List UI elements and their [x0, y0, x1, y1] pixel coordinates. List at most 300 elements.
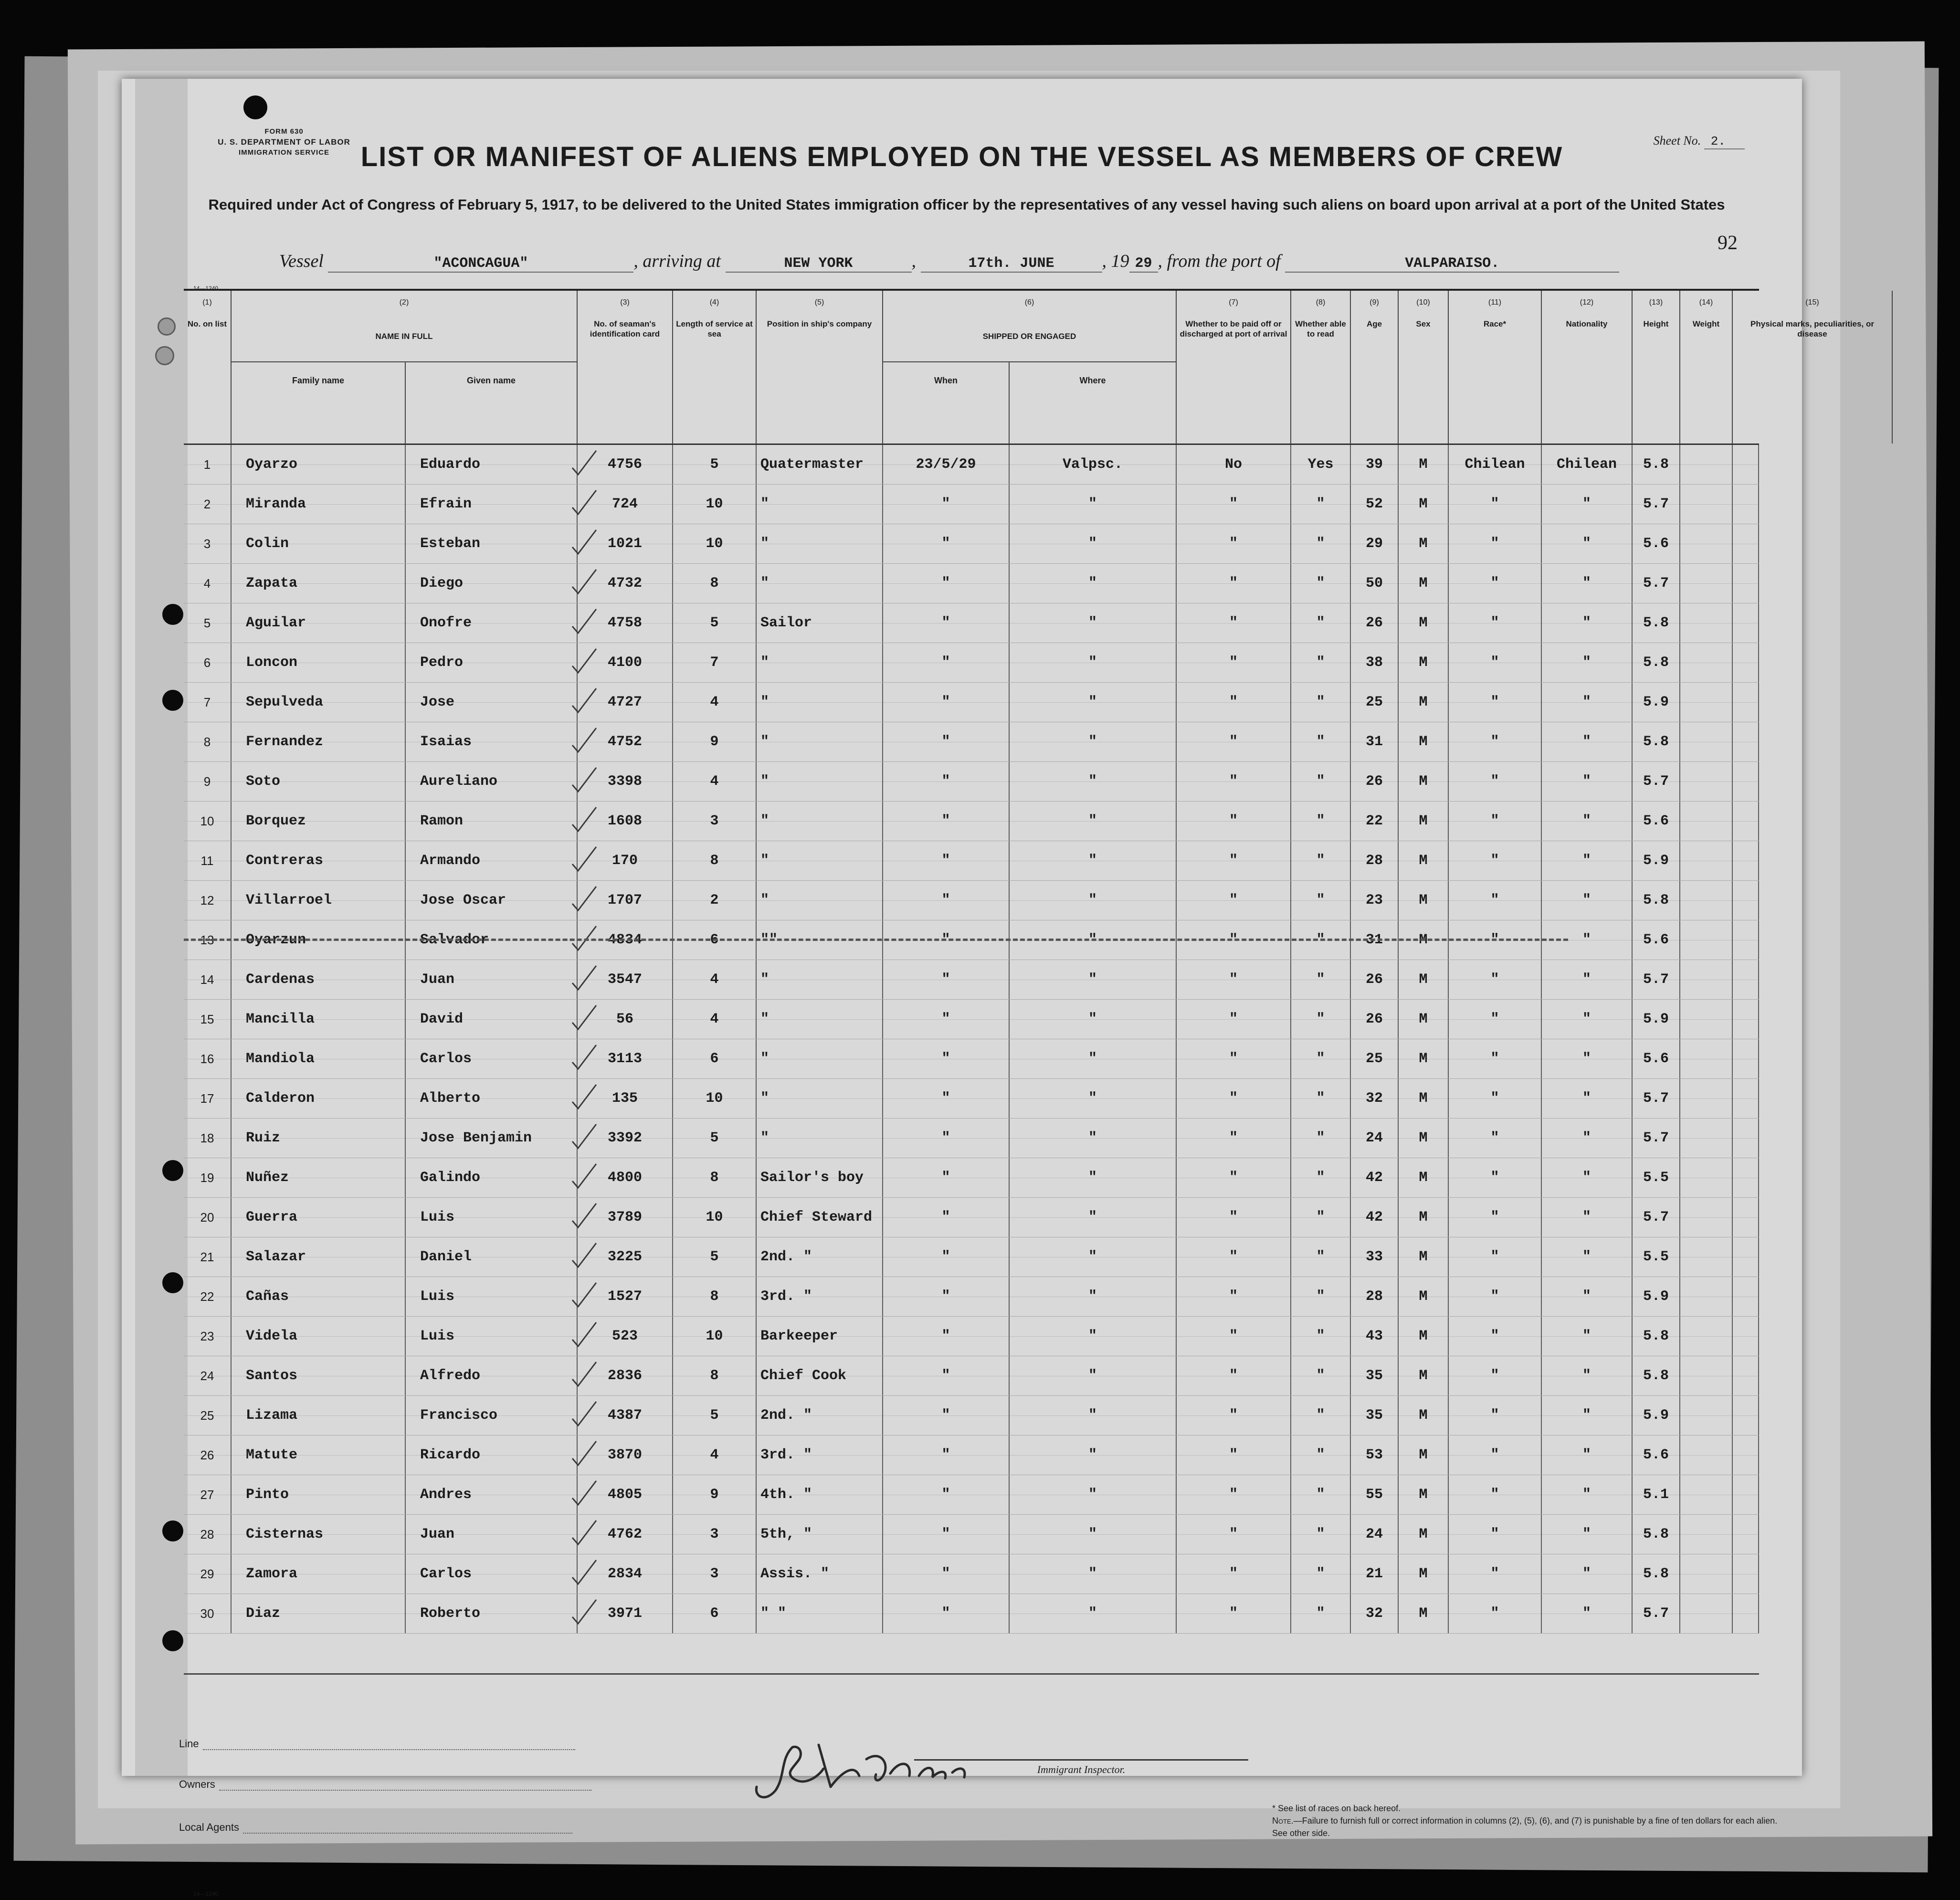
cell-when: " [883, 485, 1010, 524]
column-number: (11) [1488, 298, 1502, 306]
table-row [184, 1000, 1759, 1039]
cell-family: Mancilla [232, 1000, 406, 1039]
cell-paid: " [1177, 960, 1291, 999]
crew-manifest-table [184, 289, 1874, 1634]
cell-race: " [1449, 1039, 1542, 1078]
cell-given: Ricardo [406, 1436, 578, 1475]
cell-sex: M [1399, 485, 1449, 524]
cell-marks [1733, 920, 1759, 960]
manifest-sheet [122, 79, 1874, 1897]
cell-no: 4 [184, 564, 232, 603]
cell-sex: M [1399, 1317, 1449, 1356]
cell-age: 55 [1351, 1475, 1399, 1514]
cell-card: 724 [578, 485, 673, 524]
cell-marks [1733, 1000, 1759, 1039]
cell-paid: " [1177, 1436, 1291, 1475]
table-row [184, 722, 1759, 762]
binder-hole [243, 95, 267, 119]
cell-read: " [1291, 841, 1351, 880]
cell-position: 5th, " [757, 1515, 883, 1554]
cell-race: " [1449, 1000, 1542, 1039]
tick-mark [570, 687, 598, 715]
line-field [179, 1738, 575, 1750]
cell-age: 35 [1351, 1356, 1399, 1395]
column-number: (1) [202, 298, 212, 306]
cell-age: 25 [1351, 683, 1399, 722]
cell-when: " [883, 1356, 1010, 1395]
cell-no: 25 [184, 1396, 232, 1435]
cell-where: " [1010, 1198, 1177, 1237]
cell-nationality: " [1542, 1277, 1633, 1316]
table-row [184, 1158, 1759, 1198]
cell-position: " [757, 524, 883, 563]
cell-when: " [883, 802, 1010, 841]
cell-weight [1680, 1396, 1733, 1435]
column-header-4 [673, 291, 757, 443]
cell-card: 170 [578, 841, 673, 880]
cell-position: 3rd. " [757, 1277, 883, 1316]
cell-age: 24 [1351, 1119, 1399, 1158]
cell-where: " [1010, 1119, 1177, 1158]
table-row [184, 1119, 1759, 1158]
cell-age: 23 [1351, 881, 1399, 920]
cell-card: 135 [578, 1079, 673, 1118]
cell-position: Chief Steward [757, 1198, 883, 1237]
cell-weight [1680, 603, 1733, 643]
cell-service: 8 [673, 564, 757, 603]
table-row [184, 920, 1759, 960]
cell-given: Luis [406, 1277, 578, 1316]
cell-paid: " [1177, 1515, 1291, 1554]
cell-read: " [1291, 1277, 1351, 1316]
column-label: Height [1643, 319, 1669, 328]
vessel-line: Vessel "ACONCAGUA" , arriving at NEW YORK , 17th. JUNE , 19 29 , from the port of VALPARAISO. [279, 251, 1619, 273]
cell-nationality: " [1542, 1515, 1633, 1554]
cell-family: Videla [232, 1317, 406, 1356]
cell-position: " [757, 1000, 883, 1039]
cell-where: Valpsc. [1010, 445, 1177, 484]
cell-race: " [1449, 1356, 1542, 1395]
cell-age: 28 [1351, 841, 1399, 880]
cell-weight [1680, 1237, 1733, 1277]
cell-when: " [883, 1158, 1010, 1197]
cell-paid: " [1177, 485, 1291, 524]
cell-age: 29 [1351, 524, 1399, 563]
tick-mark [570, 846, 598, 874]
cell-height: 5.8 [1633, 722, 1680, 761]
cell-card: 3789 [578, 1198, 673, 1237]
cell-paid: " [1177, 1119, 1291, 1158]
cell-position: 2nd. " [757, 1396, 883, 1435]
cell-height: 5.8 [1633, 1356, 1680, 1395]
cell-where: " [1010, 960, 1177, 999]
cell-height: 5.5 [1633, 1158, 1680, 1197]
cell-family: Contreras [232, 841, 406, 880]
cell-race: " [1449, 722, 1542, 761]
cell-card: 4732 [578, 564, 673, 603]
column-label: Whether to be paid off or discharged at port of arrival [1180, 319, 1287, 338]
cell-read: " [1291, 1198, 1351, 1237]
table-row [184, 1198, 1759, 1237]
cell-given: Luis [406, 1317, 578, 1356]
cell-card: 4727 [578, 683, 673, 722]
cell-no: 13 [184, 920, 232, 960]
immigrant-inspector-block [914, 1759, 1248, 1776]
binder-hole [162, 604, 183, 625]
cell-marks [1733, 485, 1759, 524]
cell-sex: M [1399, 1079, 1449, 1118]
cell-card: 4752 [578, 722, 673, 761]
line-label: Line [179, 1738, 199, 1750]
cell-given: Roberto [406, 1594, 578, 1633]
cell-read: " [1291, 485, 1351, 524]
agents-field [179, 1821, 572, 1834]
cell-marks [1733, 1396, 1759, 1435]
cell-race: " [1449, 1237, 1542, 1277]
cell-no: 18 [184, 1119, 232, 1158]
cell-marks [1733, 1119, 1759, 1158]
table-row [184, 524, 1759, 564]
vessel-name: "ACONCAGUA" [328, 255, 633, 273]
cell-where: " [1010, 1594, 1177, 1633]
cell-sex: M [1399, 881, 1449, 920]
cell-weight [1680, 1039, 1733, 1078]
cell-when: " [883, 643, 1010, 682]
cell-no: 27 [184, 1475, 232, 1514]
cell-no: 30 [184, 1594, 232, 1633]
table-row [184, 1436, 1759, 1475]
cell-no: 2 [184, 485, 232, 524]
cell-when: " [883, 1079, 1010, 1118]
column-label: Age [1366, 319, 1382, 328]
note-text: —Failure to furnish full or correct information in columns (2), (5), (6), and (7) is punishable by a fine of ten dollars for each alien. See other side. [1272, 1816, 1778, 1838]
cell-read: " [1291, 1079, 1351, 1118]
cell-sex: M [1399, 603, 1449, 643]
cell-card: 2834 [578, 1554, 673, 1594]
cell-given: Jose Benjamin [406, 1119, 578, 1158]
cell-service: 8 [673, 841, 757, 880]
column-number: (13) [1649, 298, 1663, 306]
cell-given: Alfredo [406, 1356, 578, 1395]
agents-blank [243, 1833, 572, 1834]
cell-position: " [757, 960, 883, 999]
cell-sex: M [1399, 1000, 1449, 1039]
column-label: No. on list [187, 319, 227, 328]
cell-height: 5.7 [1633, 1119, 1680, 1158]
cell-age: 32 [1351, 1594, 1399, 1633]
departure-port: VALPARAISO. [1285, 255, 1619, 273]
cell-marks [1733, 603, 1759, 643]
cell-when: " [883, 960, 1010, 999]
arriving-label: , arriving at [633, 251, 721, 271]
cell-age: 32 [1351, 1079, 1399, 1118]
tick-mark [570, 886, 598, 913]
table-row [184, 1039, 1759, 1079]
cell-height: 5.6 [1633, 802, 1680, 841]
cell-height: 5.8 [1633, 643, 1680, 682]
year-prefix: , 19 [1102, 251, 1129, 271]
cell-read: " [1291, 960, 1351, 999]
cell-sex: M [1399, 1277, 1449, 1316]
cell-read: " [1291, 1436, 1351, 1475]
cell-family: Cardenas [232, 960, 406, 999]
cell-race: " [1449, 485, 1542, 524]
cell-when: " [883, 1396, 1010, 1435]
footer-notes [1272, 1802, 1788, 1839]
tick-mark [570, 1559, 598, 1587]
cell-family: Salazar [232, 1237, 406, 1277]
cell-where: " [1010, 762, 1177, 801]
tick-mark [570, 608, 598, 636]
cell-race: " [1449, 1158, 1542, 1197]
cell-no: 22 [184, 1277, 232, 1316]
cell-service: 8 [673, 1158, 757, 1197]
cell-race: " [1449, 1475, 1542, 1514]
cell-position: " " [757, 1594, 883, 1633]
cell-family: Borquez [232, 802, 406, 841]
page-number: 92 [1718, 232, 1738, 254]
cell-family: Ruiz [232, 1119, 406, 1158]
cell-sex: M [1399, 722, 1449, 761]
cell-no: 11 [184, 841, 232, 880]
cell-nationality: " [1542, 1039, 1633, 1078]
cell-nationality: " [1542, 841, 1633, 880]
cell-sex: M [1399, 1554, 1449, 1594]
cell-age: 22 [1351, 802, 1399, 841]
cell-read: " [1291, 1039, 1351, 1078]
table-row [184, 1594, 1759, 1634]
cell-card: 1021 [578, 524, 673, 563]
cell-read: " [1291, 1554, 1351, 1594]
cell-paid: " [1177, 1475, 1291, 1514]
cell-card: 1527 [578, 1277, 673, 1316]
table-row [184, 960, 1759, 1000]
cell-paid: " [1177, 1039, 1291, 1078]
cell-position: " [757, 841, 883, 880]
cell-where: " [1010, 683, 1177, 722]
cell-nationality: " [1542, 881, 1633, 920]
table-row [184, 1356, 1759, 1396]
owners-label: Owners [179, 1778, 215, 1790]
cell-service: 3 [673, 1554, 757, 1594]
cell-family: Oyarzun [232, 920, 406, 960]
cell-family: Zamora [232, 1554, 406, 1594]
cell-service: 3 [673, 1515, 757, 1554]
cell-family: Zapata [232, 564, 406, 603]
cell-height: 5.7 [1633, 960, 1680, 999]
cell-no: 28 [184, 1515, 232, 1554]
form-code: 14—1240 [193, 285, 219, 292]
cell-where: " [1010, 1515, 1177, 1554]
cell-service: 10 [673, 1198, 757, 1237]
cell-height: 5.5 [1633, 1237, 1680, 1277]
cell-when: " [883, 1119, 1010, 1158]
cell-given: Luis [406, 1198, 578, 1237]
cell-card: 4834 [578, 920, 673, 960]
arrival-port: NEW YORK [726, 255, 912, 273]
cell-height: 5.8 [1633, 881, 1680, 920]
cell-weight [1680, 1594, 1733, 1633]
cell-given: Galindo [406, 1158, 578, 1197]
cell-no: 14 [184, 960, 232, 999]
cell-nationality: " [1542, 1475, 1633, 1514]
column-number: (3) [620, 298, 630, 306]
cell-no: 15 [184, 1000, 232, 1039]
cell-paid: " [1177, 722, 1291, 761]
column-label: No. of seaman's identification card [590, 319, 660, 338]
cell-sex: M [1399, 683, 1449, 722]
inspector-caption: Immigrant Inspector. [1037, 1763, 1126, 1775]
cell-paid: " [1177, 1317, 1291, 1356]
cell-nationality: " [1542, 1594, 1633, 1633]
column-label: Position in ship's company [767, 319, 872, 328]
tick-mark [570, 648, 598, 676]
cell-nationality: " [1542, 1554, 1633, 1594]
cell-nationality: " [1542, 683, 1633, 722]
cell-marks [1733, 1277, 1759, 1316]
tick-mark [570, 1282, 598, 1309]
cell-race: " [1449, 1515, 1542, 1554]
cell-age: 26 [1351, 762, 1399, 801]
cell-read: " [1291, 643, 1351, 682]
cell-where: " [1010, 643, 1177, 682]
cell-no: 9 [184, 762, 232, 801]
binder-hole [162, 1272, 183, 1293]
cell-sex: M [1399, 1594, 1449, 1633]
cell-given: Carlos [406, 1039, 578, 1078]
cell-height: 5.7 [1633, 485, 1680, 524]
cell-when: " [883, 683, 1010, 722]
cell-read: " [1291, 1515, 1351, 1554]
cell-sex: M [1399, 1436, 1449, 1475]
column-number: (12) [1580, 298, 1594, 306]
cell-nationality: " [1542, 1158, 1633, 1197]
cell-given: David [406, 1000, 578, 1039]
column-label: SHIPPED OR ENGAGED [982, 332, 1076, 341]
tick-mark [570, 489, 598, 517]
table-header [184, 289, 1874, 445]
cell-given: Jose Oscar [406, 881, 578, 920]
column-label: Physical marks, peculiarities, or disease [1750, 319, 1874, 338]
cell-when: " [883, 1436, 1010, 1475]
cell-marks [1733, 1158, 1759, 1197]
document-subtitle: Required under Act of Congress of February 5, 1917, to be delivered to the United States immigration officer by the representatives of any vessel having such aliens on board upon arrival at a port of the United States [208, 196, 1725, 213]
cell-when: " [883, 1594, 1010, 1633]
table-row [184, 1317, 1759, 1356]
column-header-8 [1291, 291, 1351, 443]
tick-mark [570, 529, 598, 557]
cell-age: 28 [1351, 1277, 1399, 1316]
cell-read: " [1291, 881, 1351, 920]
cell-sex: M [1399, 762, 1449, 801]
cell-family: Cisternas [232, 1515, 406, 1554]
cell-race: " [1449, 762, 1542, 801]
strike-through-line [184, 939, 1568, 941]
cell-read: " [1291, 603, 1351, 643]
cell-height: 5.9 [1633, 1396, 1680, 1435]
cell-paid: No [1177, 445, 1291, 484]
cell-no: 20 [184, 1198, 232, 1237]
cell-service: 5 [673, 1396, 757, 1435]
cell-card: 4100 [578, 643, 673, 682]
cell-read: " [1291, 1119, 1351, 1158]
cell-given: Salvador [406, 920, 578, 960]
cell-sex: M [1399, 1237, 1449, 1277]
cell-read: " [1291, 1317, 1351, 1356]
cell-nationality: " [1542, 762, 1633, 801]
table-row [184, 881, 1759, 920]
cell-service: 10 [673, 485, 757, 524]
cell-read: " [1291, 1475, 1351, 1514]
cell-service: 2 [673, 881, 757, 920]
cell-sex: M [1399, 1198, 1449, 1237]
table-body [184, 445, 1759, 1634]
cell-card: 3547 [578, 960, 673, 999]
tick-mark [570, 1163, 598, 1191]
cell-family: Miranda [232, 485, 406, 524]
cell-age: 24 [1351, 1515, 1399, 1554]
cell-no: 21 [184, 1237, 232, 1277]
cell-service: 5 [673, 445, 757, 484]
cell-no: 17 [184, 1079, 232, 1118]
cell-read: " [1291, 683, 1351, 722]
cell-family: Pinto [232, 1475, 406, 1514]
cell-card: 3392 [578, 1119, 673, 1158]
cell-card: 4805 [578, 1475, 673, 1514]
cell-given: Ramon [406, 802, 578, 841]
cell-service: 7 [673, 643, 757, 682]
cell-where: " [1010, 881, 1177, 920]
table-row [184, 1554, 1759, 1594]
cell-marks [1733, 1515, 1759, 1554]
cell-position: " [757, 1119, 883, 1158]
cell-sex: M [1399, 1515, 1449, 1554]
cell-when: " [883, 920, 1010, 960]
cell-when: " [883, 1317, 1010, 1356]
cell-position: " [757, 762, 883, 801]
cell-height: 5.7 [1633, 1079, 1680, 1118]
cell-no: 26 [184, 1436, 232, 1475]
cell-height: 5.6 [1633, 524, 1680, 563]
cell-race: " [1449, 603, 1542, 643]
cell-family: Soto [232, 762, 406, 801]
cell-no: 5 [184, 603, 232, 643]
cell-card: 523 [578, 1317, 673, 1356]
cell-no: 8 [184, 722, 232, 761]
sheet-number-label: Sheet No. [1653, 134, 1701, 148]
cell-weight [1680, 643, 1733, 682]
cell-family: Matute [232, 1436, 406, 1475]
cell-marks [1733, 881, 1759, 920]
cell-position: " [757, 643, 883, 682]
cell-card: 4387 [578, 1396, 673, 1435]
cell-marks [1733, 960, 1759, 999]
cell-height: 5.8 [1633, 603, 1680, 643]
cell-marks [1733, 1039, 1759, 1078]
cell-marks [1733, 524, 1759, 563]
cell-position: 3rd. " [757, 1436, 883, 1475]
cell-marks [1733, 1356, 1759, 1395]
cell-read: " [1291, 722, 1351, 761]
penalty-note [1272, 1815, 1788, 1839]
column-number: (7) [1229, 298, 1238, 306]
cell-where: " [1010, 1554, 1177, 1594]
cell-marks [1733, 1554, 1759, 1594]
column-label: Weight [1692, 319, 1720, 328]
cell-card: 3398 [578, 762, 673, 801]
cell-age: 31 [1351, 722, 1399, 761]
column-header-7 [1177, 291, 1291, 443]
